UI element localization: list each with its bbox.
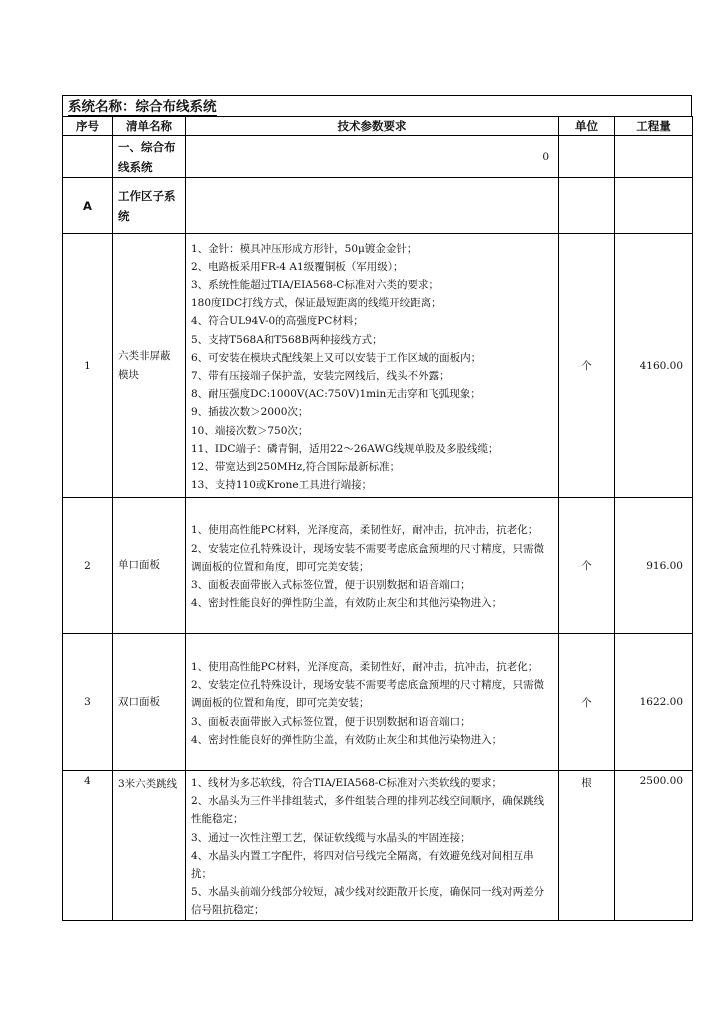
spec-line: 2、安装定位孔特殊设计，现场安装不需要考虑底盒预埋的尺寸精度，只需微调面板的位置和角度，即可完美安装； <box>191 679 545 710</box>
system-title: 系统名称：综合布线系统 <box>62 95 692 116</box>
row-item-name: 单口面板 <box>113 498 186 634</box>
spec-line: 3、通过一次性注塑工艺，保证软线缆与水晶头的牢固连接； <box>191 831 471 844</box>
row-item-name: 双口面板 <box>113 634 186 771</box>
row-specs <box>186 498 559 634</box>
header-no: 序号 <box>63 117 113 136</box>
row-specs <box>186 634 559 771</box>
spec-line: 3、面板表面带嵌入式标签位置，便于识别数据和语音端口； <box>191 579 471 592</box>
header-quantity: 工程量 <box>615 117 693 136</box>
spec-line: 4、符合UL94V-0的高强度PC材料； <box>191 315 364 328</box>
row-unit: 个 <box>559 234 615 498</box>
spec-line: 9、插拔次数＞2000次； <box>191 406 309 419</box>
row-quantity: 916.00 <box>615 498 693 634</box>
table-row <box>63 498 693 634</box>
row-item-name: 六类非屏蔽模块 <box>113 234 186 498</box>
spec-line: 5、水晶头前端分线部分较短，减少线对绞距散开长度，确保同一线对两差分信号阻抗稳定； <box>191 886 545 917</box>
row-no: 2 <box>63 498 113 634</box>
spec-line: 11、IDC端子：磷青铜，适用22～26AWG线规单股及多股线缆； <box>191 442 499 455</box>
row-quantity: 1622.00 <box>615 634 693 771</box>
row-no: 3 <box>63 634 113 771</box>
spec-line: 10、端接次数＞750次； <box>191 424 309 437</box>
spec-line: 13、支持110或Krone工具进行端接； <box>191 479 373 492</box>
spec-line: 12、带宽达到250MHz,符合国际最新标准； <box>191 461 401 474</box>
row-unit: 根 <box>559 771 615 921</box>
section-name: 一、综合布线系统 <box>113 136 186 178</box>
spec-line: 3、系统性能超过TIA/EIA568-C标准对六类的要求； <box>191 278 439 291</box>
header-unit: 单位 <box>559 117 615 136</box>
spec-line: 180度IDC打线方式，保证最短距离的线缆开绞距离； <box>191 297 442 310</box>
spec-line: 3、面板表面带嵌入式标签位置，便于识别数据和语音端口； <box>191 715 471 728</box>
spec-line: 2、安装定位孔特殊设计，现场安装不需要考虑底盒预埋的尺寸精度，只需微调面板的位置和角度，即可完美安装； <box>191 542 545 573</box>
row-no: 1 <box>63 234 113 498</box>
row-unit: 个 <box>559 498 615 634</box>
bill-of-quantities-sheet <box>62 95 692 921</box>
spec-line: 4、密封性能良好的弹性防尘盖，有效防止灰尘和其他污染物进入； <box>191 733 503 746</box>
spec-line: 4、水晶头内置工字配件，将四对信号线完全隔离，有效避免线对间相互串扰； <box>191 849 534 881</box>
spec-line: 6、可安装在模块式配线架上又可以安装于工作区域的面板内； <box>191 351 482 364</box>
spec-line: 1、金针：模具冲压形成方形针，50μ镀金金针； <box>191 242 418 255</box>
row-quantity: 4160.00 <box>615 234 693 498</box>
quantities-table <box>62 116 693 921</box>
spec-line: 2、电路板采用FR-4 A1级覆铜板（军用级）； <box>191 260 404 273</box>
row-item-name: 3米六类跳线 <box>113 771 186 921</box>
spec-line: 7、带有压接端子保护盖，安装完网线后，线头不外露； <box>191 370 450 382</box>
section-params: 0 <box>186 136 559 178</box>
row-specs <box>186 234 559 498</box>
spec-line: 1、线材为多芯软线，符合TIA/EIA568-C标准对六类软线的要求； <box>191 777 502 789</box>
spec-line: 5、支持T568A和T568B两种接线方式； <box>191 333 383 346</box>
subsection-row <box>63 178 693 234</box>
row-specs <box>186 771 559 921</box>
header-row <box>63 117 693 136</box>
table-row <box>63 234 693 498</box>
row-no: 4 <box>63 771 113 921</box>
spec-line: 2、水晶头为三件半排组装式，多件组装合理的排列芯线空间顺序，确保跳线性能稳定； <box>191 795 545 826</box>
section-row <box>63 136 693 178</box>
header-tech-params: 技术参数要求 <box>186 117 559 136</box>
spec-line: 8、耐压强度DC:1000V(AC:750V)1min无击穿和飞弧现象； <box>191 388 481 401</box>
spec-line: 1、使用高性能PC材料，光泽度高，柔韧性好，耐冲击，抗冲击，抗老化； <box>191 660 539 673</box>
row-quantity: 2500.00 <box>615 771 693 921</box>
row-unit: 个 <box>559 634 615 771</box>
table-row <box>63 634 693 771</box>
header-item-name: 清单名称 <box>113 117 186 136</box>
subsection-no: A <box>63 178 113 234</box>
spec-line: 1、使用高性能PC材料，光泽度高，柔韧性好，耐冲击，抗冲击，抗老化； <box>191 524 539 537</box>
table-row <box>63 771 693 921</box>
subsection-name: 工作区子系统 <box>113 178 186 234</box>
spec-line: 4、密封性能良好的弹性防尘盖，有效防止灰尘和其他污染物进入； <box>191 597 503 610</box>
